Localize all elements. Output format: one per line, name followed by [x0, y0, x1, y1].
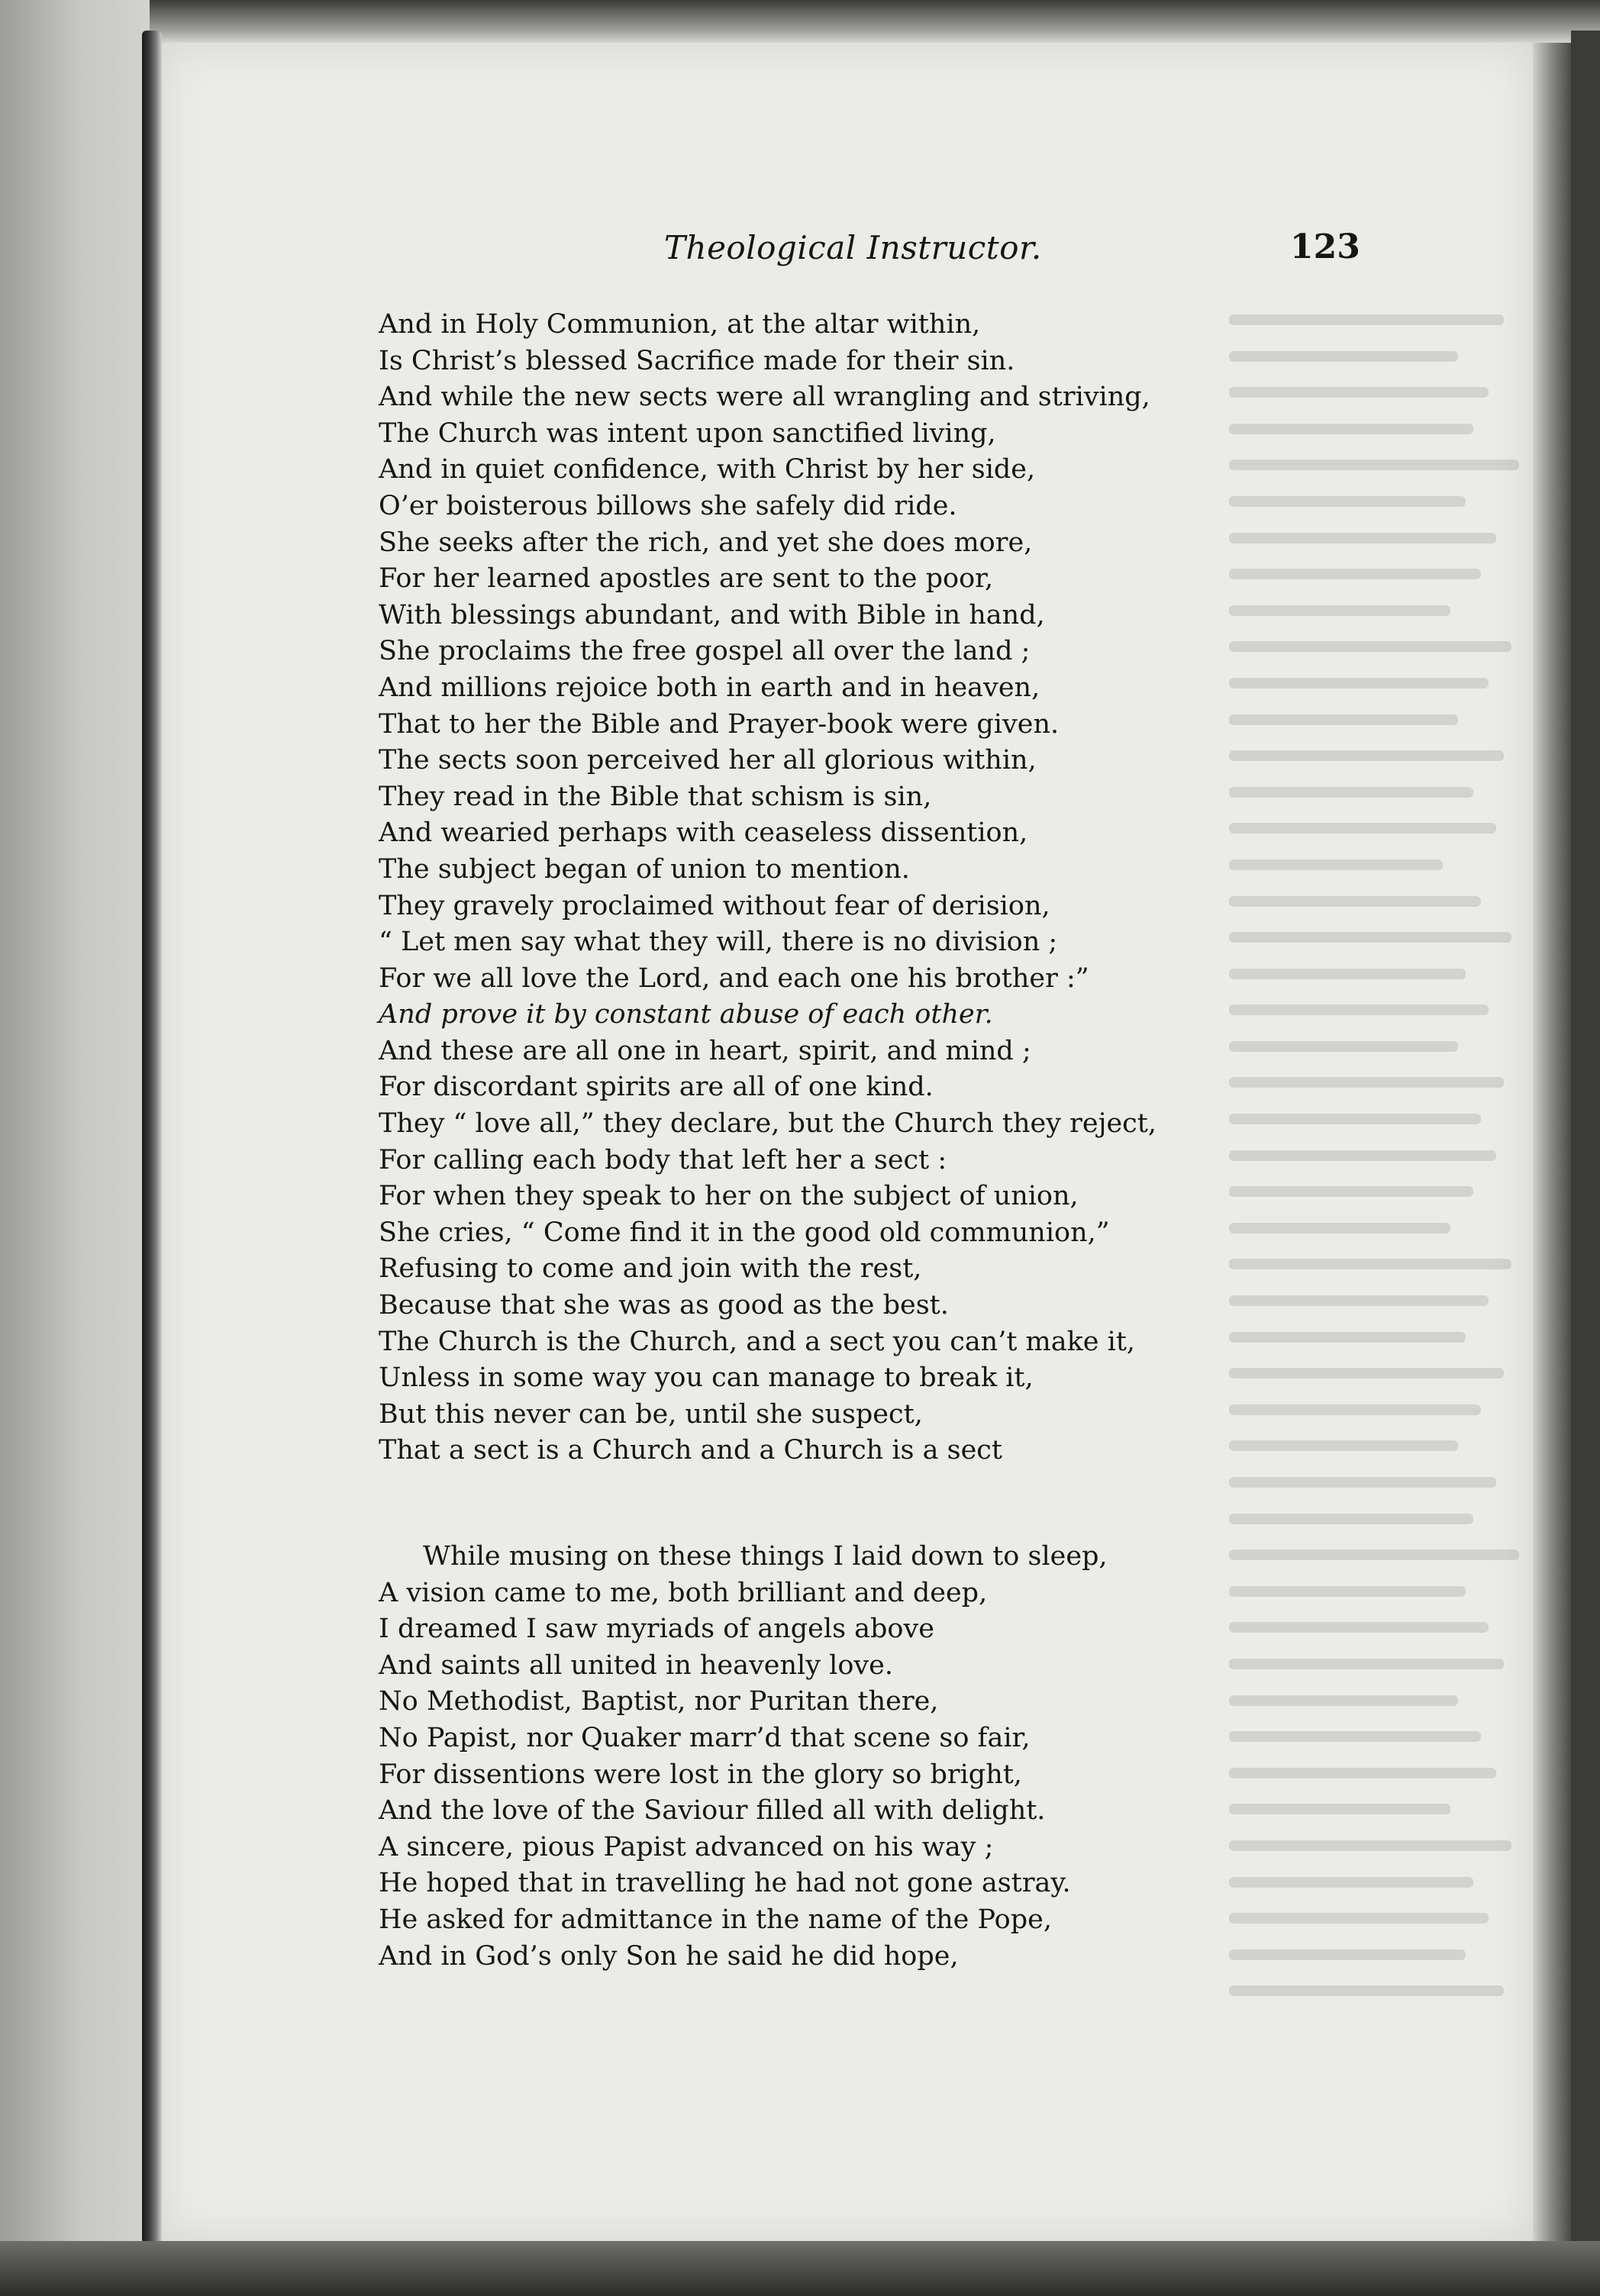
bleed-mark [1229, 1077, 1504, 1088]
bleed-mark [1229, 351, 1458, 362]
poem-line: While musing on these things I laid down to sleep, [423, 1541, 1108, 1572]
poem-line: And in quiet confidence, with Christ by her side, [379, 454, 1036, 485]
bleed-line [1229, 735, 1534, 772]
bleed-mark [1229, 1368, 1504, 1379]
poem-line: O’er boisterous billows she safely did ride. [379, 490, 957, 521]
page-number: 123 [1290, 227, 1360, 266]
bleed-line [1229, 699, 1534, 736]
bleed-line [1229, 518, 1534, 554]
bleed-mark [1229, 1514, 1473, 1524]
poem-line: The sects soon perceived her all glorious within, [379, 745, 1037, 776]
bleed-line [1229, 772, 1534, 808]
bleed-line [1229, 1753, 1534, 1789]
bleed-line [1229, 881, 1534, 917]
bleed-mark [1229, 314, 1504, 325]
bleed-line [1229, 1462, 1534, 1498]
poem-line: No Papist, nor Quaker marr’d that scene so fair, [379, 1722, 1031, 1753]
bleed-line [1229, 917, 1534, 953]
poem-line: For when they speak to her on the subject of union, [379, 1181, 1079, 1212]
bleed-mark [1229, 424, 1473, 434]
bleed-line [1229, 1280, 1534, 1317]
bleed-line [1229, 1788, 1534, 1825]
bleed-line [1229, 1208, 1534, 1244]
poem-line: And in Holy Communion, at the altar within, [379, 309, 981, 340]
bleed-mark [1229, 1768, 1496, 1778]
poem-line: Is Christ’s blessed Sacrifice made for their sin. [379, 345, 1015, 376]
bleed-line [1229, 1243, 1534, 1280]
bleed-line [1229, 1898, 1534, 1934]
poem-stanza-2 [379, 1539, 1108, 1975]
bleed-line [1229, 663, 1534, 699]
bleed-line [1229, 808, 1534, 844]
poem-line: And in God’s only Son he said he did hope, [379, 1940, 959, 1972]
poem-line: She cries, “ Come find it in the good old communion,” [379, 1217, 1110, 1248]
bleed-mark [1229, 1440, 1458, 1451]
poem-line: A sincere, pious Papist advanced on his way ; [379, 1831, 994, 1862]
left-margin-strip [0, 0, 150, 2296]
bleed-line [1229, 1389, 1534, 1426]
bleed-line [1229, 481, 1534, 518]
bleed-line [1229, 1571, 1534, 1608]
poem-line: He hoped that in travelling he had not gone astray. [379, 1868, 1071, 1899]
book-edge-shadow [1571, 31, 1600, 2296]
bleed-line [1229, 844, 1534, 881]
bleed-mark [1229, 1622, 1489, 1633]
bleed-mark [1229, 1804, 1450, 1814]
poem-line: And saints all united in heavenly love. [379, 1649, 894, 1681]
poem-line: He asked for admittance in the name of the Pope, [379, 1904, 1052, 1935]
bleed-line [1229, 408, 1534, 445]
poem-line: She proclaims the free gospel all over the land ; [379, 636, 1031, 667]
bleed-mark [1229, 1877, 1473, 1888]
bleed-mark [1229, 1659, 1504, 1669]
poem-line: Because that she was as good as the best. [379, 1290, 949, 1321]
bleed-line [1229, 1498, 1534, 1535]
poem-line: “ Let men say what they will, there is no division ; [379, 927, 1058, 958]
bleed-mark [1229, 1549, 1519, 1560]
poem-line: That a sect is a Church and a Church is a sect [379, 1435, 1002, 1466]
bleed-line [1229, 953, 1534, 990]
bleed-mark [1229, 1477, 1496, 1488]
poem-line: No Methodist, Baptist, nor Puritan there, [379, 1686, 939, 1717]
bleed-line [1229, 1098, 1534, 1135]
running-head: Theological Instructor. [664, 229, 1042, 266]
bleed-mark [1229, 1404, 1481, 1415]
poem-line: For dissentions were lost in the glory so bright, [379, 1759, 1022, 1790]
poem-line: And the love of the Saviour filled all with delight. [379, 1795, 1046, 1827]
bleed-mark [1229, 1295, 1489, 1306]
bleed-mark [1229, 750, 1504, 761]
bleed-mark [1229, 1004, 1489, 1015]
bleed-mark [1229, 823, 1496, 834]
bleed-mark [1229, 569, 1481, 579]
bleed-mark [1229, 678, 1489, 688]
bleed-mark [1229, 1586, 1466, 1597]
poem-line: And prove it by constant abuse of each other. [379, 999, 993, 1030]
bleed-mark [1229, 533, 1496, 543]
bleed-mark [1229, 896, 1481, 907]
binding-gutter [142, 31, 162, 2244]
bleed-line [1229, 372, 1534, 408]
bleed-through-texture [1229, 299, 1534, 2017]
bleed-mark [1229, 969, 1466, 979]
bleed-line [1229, 1643, 1534, 1680]
bleed-line [1229, 1862, 1534, 1898]
bleed-mark [1229, 460, 1519, 470]
bleed-line [1229, 1317, 1534, 1353]
bottom-shadow-band [0, 2241, 1600, 2296]
bleed-line [1229, 553, 1534, 590]
bleed-mark [1229, 1985, 1504, 1996]
bleed-line [1229, 1171, 1534, 1208]
poem-line: That to her the Bible and Prayer-book were given. [379, 708, 1060, 740]
bleed-mark [1229, 932, 1511, 943]
poem-line: They gravely proclaimed without fear of derision, [379, 890, 1050, 921]
bleed-mark [1229, 1223, 1450, 1233]
bleed-mark [1229, 1186, 1473, 1197]
bleed-line [1229, 1534, 1534, 1571]
poem-line: I dreamed I saw myriads of angels above [379, 1614, 934, 1645]
poem-line: But this never can be, until she suspect, [379, 1398, 923, 1430]
bleed-line [1229, 1135, 1534, 1172]
bleed-line [1229, 1825, 1534, 1862]
bleed-mark [1229, 387, 1489, 398]
poem-line: For we all love the Lord, and each one his brother :” [379, 963, 1089, 994]
bleed-line [1229, 1716, 1534, 1753]
page-right-edge [1533, 43, 1571, 2241]
bleed-mark [1229, 714, 1458, 725]
bleed-mark [1229, 496, 1466, 507]
bleed-line [1229, 1934, 1534, 1971]
bleed-mark [1229, 1332, 1466, 1343]
bleed-mark [1229, 859, 1443, 870]
bleed-line [1229, 1026, 1534, 1063]
poem-line: They “ love all,” they declare, but the Church they reject, [379, 1108, 1156, 1140]
bleed-line [1229, 590, 1534, 627]
bleed-mark [1229, 787, 1473, 798]
bleed-line [1229, 1425, 1534, 1462]
bleed-mark [1229, 1840, 1511, 1851]
bleed-mark [1229, 1913, 1489, 1924]
bleed-mark [1229, 1695, 1458, 1706]
poem-line: And millions rejoice both in earth and in heaven, [379, 672, 1040, 703]
poem-line: And while the new sects were all wrangling and striving, [379, 382, 1150, 413]
bleed-mark [1229, 1041, 1458, 1052]
bleed-line [1229, 444, 1534, 481]
poem-line: And wearied perhaps with ceaseless dissention, [379, 817, 1028, 849]
poem-line: She seeks after the rich, and yet she does more, [379, 527, 1033, 558]
poem-line: The Church was intent upon sanctified living, [379, 418, 996, 449]
poem-line: They read in the Bible that schism is sin, [379, 781, 932, 812]
bleed-mark [1229, 1731, 1481, 1742]
poem-line: The Church is the Church, and a sect you can’t make it, [379, 1326, 1136, 1357]
top-shadow-band [150, 0, 1600, 43]
poem-line: And these are all one in heart, spirit, and mind ; [379, 1035, 1031, 1066]
bleed-line [1229, 299, 1534, 336]
bleed-mark [1229, 1114, 1481, 1124]
bleed-line [1229, 1062, 1534, 1098]
bleed-line [1229, 1353, 1534, 1389]
bleed-line [1229, 1680, 1534, 1717]
bleed-mark [1229, 605, 1450, 616]
bleed-line [1229, 336, 1534, 372]
bleed-mark [1229, 641, 1511, 652]
bleed-line [1229, 626, 1534, 663]
poem-stanza-1 [379, 307, 1156, 1469]
poem-line: For her learned apostles are sent to the poor, [379, 563, 994, 595]
poem-line: For discordant spirits are all of one kind. [379, 1072, 934, 1103]
poem-line: With blessings abundant, and with Bible in hand, [379, 599, 1045, 630]
bleed-mark [1229, 1150, 1496, 1161]
bleed-line [1229, 989, 1534, 1026]
poem-line: The subject began of union to mention. [379, 853, 910, 885]
poem-line: Unless in some way you can manage to break it, [379, 1362, 1034, 1394]
bleed-line [1229, 1607, 1534, 1643]
bleed-mark [1229, 1949, 1466, 1960]
bleed-mark [1229, 1259, 1511, 1269]
poem-line: For calling each body that left her a sect : [379, 1144, 947, 1175]
poem-line: A vision came to me, both brilliant and deep, [379, 1577, 988, 1608]
poem-line: Refusing to come and join with the rest, [379, 1253, 922, 1285]
bleed-line [1229, 1970, 1534, 2007]
